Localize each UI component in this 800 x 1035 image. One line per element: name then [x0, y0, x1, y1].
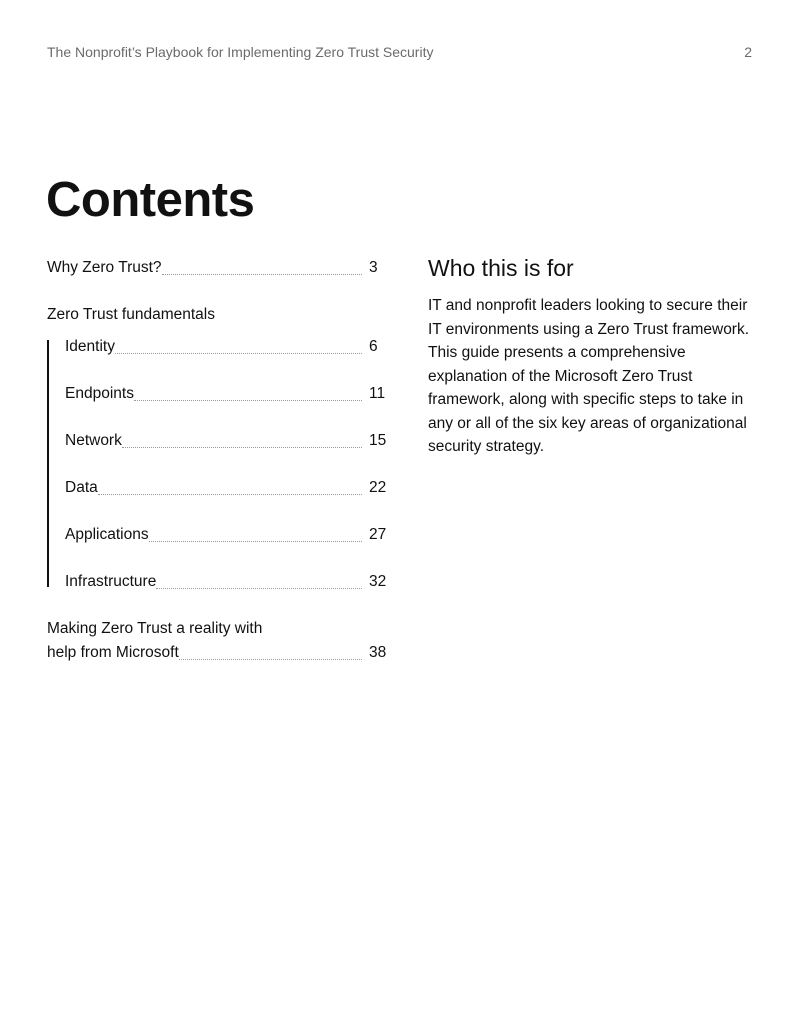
toc-entry-label: Applications [65, 526, 149, 543]
page-number: 2 [744, 44, 752, 60]
toc-entry-page: 38 [369, 644, 387, 661]
toc-entry-label: Endpoints [65, 385, 134, 402]
who-this-is-for-body: IT and nonprofit leaders looking to secure their IT environments using a Zero Trust framework. This guide presents a comprehensive explanation of the Microsoft Zero Trust framework, along with specific steps to take in any or all of the six key areas of organizational security strategy. [428, 297, 750, 455]
who-this-is-for-heading: Who this is for [428, 255, 574, 281]
toc-entry-label: Network [65, 432, 122, 449]
dot-leader [115, 352, 362, 354]
toc-entry-page: 11 [369, 385, 386, 402]
toc-entry-page: 32 [369, 573, 387, 590]
toc-entry-page: 6 [369, 338, 378, 355]
toc-entry-microsoft-help[interactable] [47, 642, 393, 664]
toc-entry-network[interactable] [65, 430, 393, 452]
dot-leader [156, 587, 362, 589]
dot-leader [134, 399, 362, 401]
toc-entry-label: Data [65, 479, 98, 496]
toc-entry-label: help from Microsoft [47, 644, 179, 661]
toc-entry-page: 15 [369, 432, 387, 449]
toc-entry-page: 27 [369, 526, 387, 543]
toc-entry-label: Identity [65, 338, 115, 355]
toc-entry-label-line1[interactable]: Making Zero Trust a reality with [47, 620, 263, 637]
dot-leader [98, 493, 362, 495]
toc-entry-infrastructure[interactable] [65, 571, 393, 593]
toc-entry-label: Infrastructure [65, 573, 157, 590]
section-indent-bar [47, 340, 49, 587]
contents-heading: Contents [46, 173, 255, 227]
dot-leader [149, 540, 362, 542]
dot-leader [179, 658, 362, 660]
toc-entry-endpoints[interactable] [65, 383, 393, 405]
toc-entry-page: 22 [369, 479, 387, 496]
toc-entry-label: Why Zero Trust? [47, 259, 162, 276]
dot-leader [162, 273, 362, 275]
running-header-title: The Nonprofit’s Playbook for Implementing Zero Trust Security [47, 44, 434, 60]
dot-leader [122, 446, 362, 448]
toc-entry-applications[interactable] [65, 524, 393, 546]
toc-section-heading-fundamentals: Zero Trust fundamentals [47, 306, 215, 323]
toc-entry-identity[interactable] [65, 336, 393, 358]
toc-entry-data[interactable] [65, 477, 393, 499]
toc-entry-page: 3 [369, 259, 378, 276]
toc-entry-why-zero-trust[interactable] [47, 257, 393, 279]
